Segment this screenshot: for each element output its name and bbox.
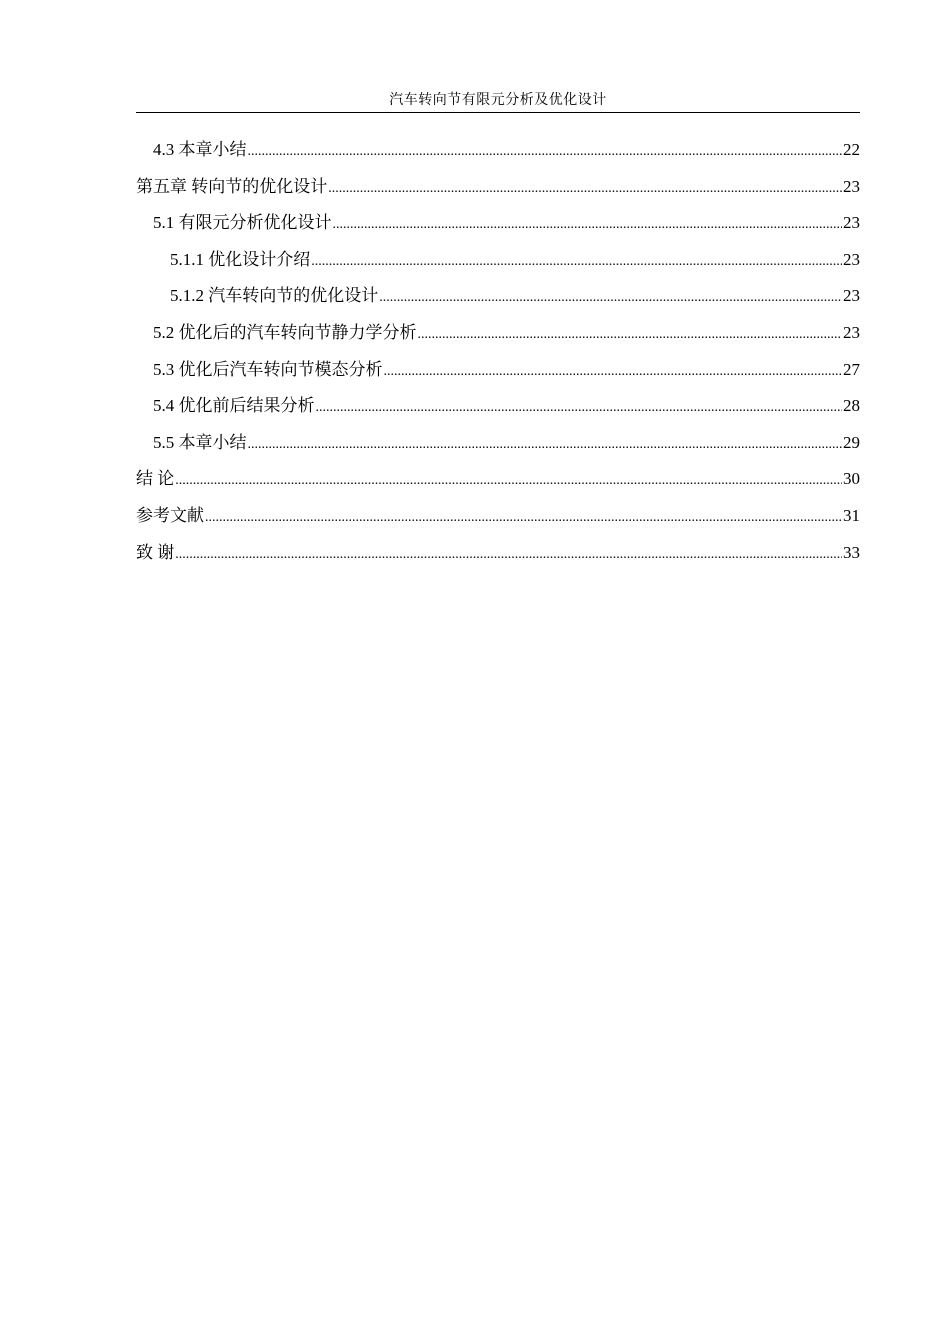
toc-entry-title: 5.2 优化后的汽车转向节静力学分析 bbox=[153, 322, 417, 342]
toc-entry-5-1-2[interactable] bbox=[136, 282, 860, 319]
toc-entry-page: 22 bbox=[843, 140, 860, 159]
toc-dot-leader bbox=[379, 282, 842, 312]
toc-dot-leader bbox=[316, 392, 843, 422]
toc-entry-title: 5.4 优化前后结果分析 bbox=[153, 396, 315, 416]
toc-entry-title: 5.1.1 优化设计介绍 bbox=[170, 249, 311, 269]
toc-entry-page: 33 bbox=[843, 542, 860, 562]
toc-entry-title: 第五章 转向节的优化设计 bbox=[136, 176, 328, 196]
toc-entry-chapter-5[interactable] bbox=[136, 173, 860, 210]
toc-entry-5-2[interactable] bbox=[136, 319, 860, 356]
toc-entry-title: 5.1.2 汽车转向节的优化设计 bbox=[170, 286, 379, 306]
toc-dot-leader bbox=[333, 209, 843, 239]
toc-entry-5-1-1[interactable] bbox=[136, 246, 860, 283]
document-title: 汽车转向节有限元分析及优化设计 bbox=[389, 93, 607, 108]
table-of-contents bbox=[136, 136, 860, 575]
toc-dot-leader bbox=[175, 465, 842, 495]
toc-entry-5-5[interactable] bbox=[136, 429, 860, 466]
toc-dot-leader bbox=[205, 502, 842, 532]
toc-dot-leader bbox=[248, 429, 843, 459]
toc-entry-page: 23 bbox=[843, 286, 860, 306]
toc-entry-page: 23 bbox=[843, 213, 860, 233]
toc-entry-conclusion[interactable] bbox=[136, 465, 860, 502]
toc-entry-5-1[interactable] bbox=[136, 209, 860, 246]
toc-entry-5-3[interactable] bbox=[136, 356, 860, 393]
toc-entry-title: 5.1 有限元分析优化设计 bbox=[153, 213, 332, 233]
toc-entry-title: 4.3 本章小结 bbox=[153, 140, 247, 159]
page-header bbox=[136, 88, 860, 113]
toc-entry-title: 5.3 优化后汽车转向节模态分析 bbox=[153, 359, 383, 379]
toc-entry-acknowledgements[interactable] bbox=[136, 539, 860, 576]
toc-dot-leader bbox=[248, 136, 843, 166]
toc-entry-page: 23 bbox=[843, 322, 860, 342]
toc-entry-page: 30 bbox=[843, 469, 860, 489]
toc-entry-4-3[interactable] bbox=[136, 136, 860, 173]
toc-entry-page: 23 bbox=[843, 249, 860, 269]
toc-entry-references[interactable] bbox=[136, 502, 860, 539]
toc-entry-page: 27 bbox=[843, 359, 860, 379]
toc-dot-leader bbox=[384, 356, 843, 386]
toc-dot-leader bbox=[328, 173, 842, 203]
toc-dot-leader bbox=[418, 319, 843, 349]
toc-entry-5-4[interactable] bbox=[136, 392, 860, 429]
toc-dot-leader bbox=[311, 246, 842, 276]
toc-entry-title: 5.5 本章小结 bbox=[153, 432, 247, 452]
toc-entry-title: 结 论 bbox=[136, 469, 175, 489]
toc-entry-page: 28 bbox=[843, 396, 860, 416]
toc-entry-title: 致 谢 bbox=[136, 542, 175, 562]
toc-entry-page: 29 bbox=[843, 432, 860, 452]
toc-entry-page: 23 bbox=[843, 176, 860, 196]
toc-entry-title: 参考文献 bbox=[136, 505, 204, 525]
toc-dot-leader bbox=[175, 539, 842, 569]
toc-entry-page: 31 bbox=[843, 505, 860, 525]
